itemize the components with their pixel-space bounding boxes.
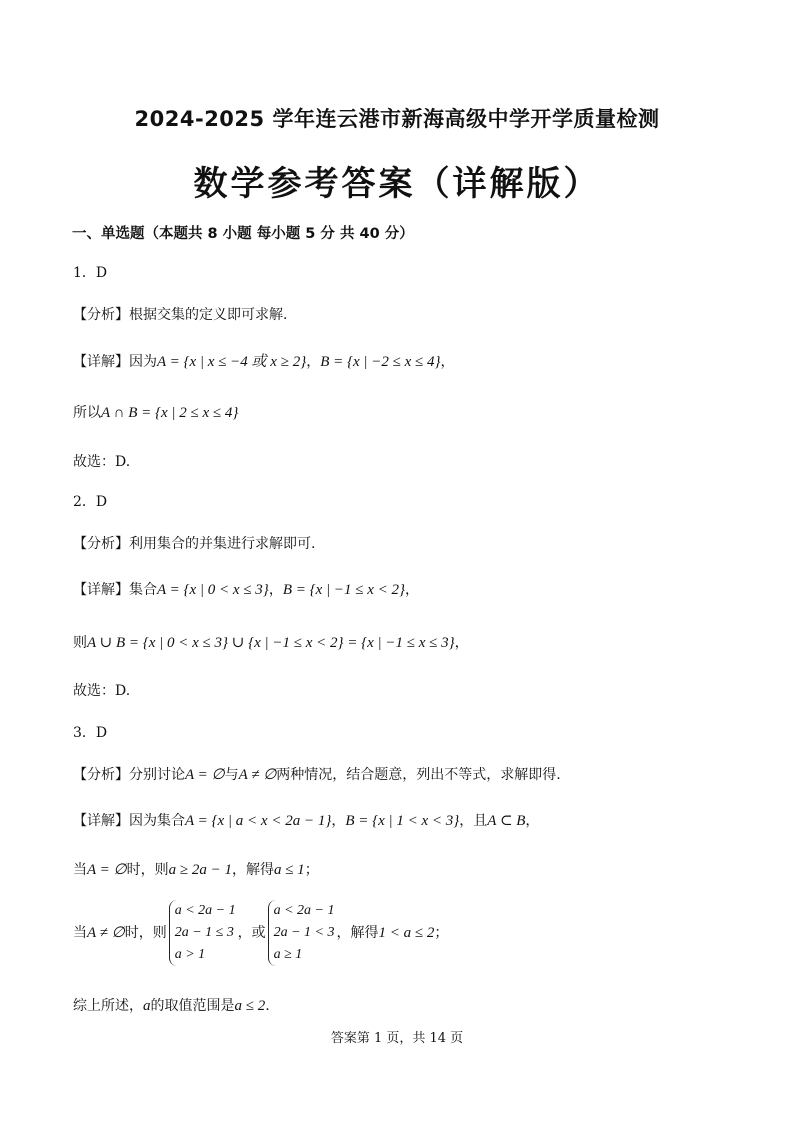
q3-summary xyxy=(73,995,270,1015)
detail-tag: 【详解】 xyxy=(73,582,129,598)
analysis-text: 两种情况，结合题意，列出不等式，求解即得. xyxy=(276,767,561,783)
analysis-tag: 【分析】 xyxy=(73,307,129,323)
q3-number: 3．D xyxy=(73,725,108,741)
analysis-tag: 【分析】 xyxy=(73,536,129,552)
punct: ； xyxy=(434,925,449,941)
intersection-expression: A ∩ B = {x | 2 ≤ x ≤ 4} xyxy=(101,405,239,421)
detail-tag: 【详解】 xyxy=(73,354,129,370)
detail-text: 时，则 xyxy=(126,862,169,878)
q3-analysis xyxy=(73,764,561,784)
punct: . xyxy=(265,998,270,1014)
detail-tag: 【详解】 xyxy=(73,813,129,829)
empty-set-condition: A = ∅ xyxy=(87,862,127,878)
inequality-system-2 xyxy=(268,900,335,966)
solution: a ≤ 1 xyxy=(273,862,305,878)
punct: ， xyxy=(268,582,283,598)
detail-text: 因为 xyxy=(129,354,157,370)
detail-text: 当 xyxy=(73,925,87,941)
detail-text: ，解得 xyxy=(231,862,274,878)
analysis-text: 根据交集的定义即可求解. xyxy=(129,307,288,323)
system-row: a < 2a − 1 xyxy=(174,903,236,918)
detail-text: 时，则 xyxy=(124,925,167,941)
nonempty-set-condition: A ≠ ∅ xyxy=(87,925,125,941)
system-row: a > 1 xyxy=(174,947,206,962)
detail-text: 则 xyxy=(73,635,87,651)
set-b-expression: B = {x | 1 < x < 3} xyxy=(345,813,460,829)
system-row: 2a − 1 < 3 xyxy=(273,925,335,940)
punct: ， xyxy=(454,635,469,651)
punct: ， xyxy=(306,354,321,370)
q2-number: 2．D xyxy=(73,494,108,510)
set-a-expression: A = {x | 0 < x ≤ 3} xyxy=(157,582,269,598)
detail-text: ，且 xyxy=(459,813,488,829)
final-range: a ≤ 2 xyxy=(234,998,266,1014)
q2-analysis xyxy=(73,533,315,553)
subset-expression: A ⊂ B xyxy=(487,813,526,829)
empty-set-condition: A = ∅ xyxy=(185,767,225,783)
punct: ； xyxy=(304,862,319,878)
punct: ， xyxy=(331,813,346,829)
q1-intersection-line xyxy=(73,402,238,422)
exam-title: 2024-2025 学年连云港市新海高级中学开学质量检测 xyxy=(134,107,660,131)
inequality-system-1 xyxy=(169,900,236,966)
q3-case-nonempty xyxy=(73,900,448,966)
inequality: a ≥ 2a − 1 xyxy=(168,862,232,878)
detail-text: ，或 xyxy=(237,925,266,941)
analysis-text: 与 xyxy=(224,767,239,783)
q1-choice: 故选：D. xyxy=(73,454,131,470)
q2-union-line xyxy=(73,632,469,652)
system-row: 2a − 1 ≤ 3 xyxy=(174,925,234,940)
q1-number: 1．D xyxy=(73,265,108,281)
set-a-expression: A = {x | a < x < 2a − 1} xyxy=(185,813,332,829)
detail-text: 综上所述， xyxy=(73,998,143,1014)
analysis-text: 分别讨论 xyxy=(129,767,185,783)
detail-text: 所以 xyxy=(73,405,101,421)
set-a-expression: A = {x | x ≤ −4 或 x ≥ 2} xyxy=(157,354,307,370)
analysis-tag: 【分析】 xyxy=(73,767,129,783)
nonempty-set-condition: A ≠ ∅ xyxy=(238,767,277,783)
q3-detail xyxy=(73,810,539,830)
detail-text: 的取值范围是 xyxy=(150,998,235,1014)
solution: 1 < a ≤ 2 xyxy=(378,925,435,941)
q2-detail xyxy=(73,579,419,599)
q1-analysis xyxy=(73,304,287,324)
detail-text: 当 xyxy=(73,862,87,878)
q1-detail xyxy=(73,350,455,371)
punct: ， xyxy=(405,582,420,598)
q2-choice: 故选：D. xyxy=(73,683,131,699)
union-expression: A ∪ B = {x | 0 < x ≤ 3} ∪ {x | −1 ≤ x < 2} = {x | −1 ≤ x ≤ 3} xyxy=(87,635,455,651)
system-row: a < 2a − 1 xyxy=(273,903,335,918)
set-b-expression: B = {x | −2 ≤ x ≤ 4} xyxy=(320,354,441,370)
detail-text: 因为集合 xyxy=(129,813,185,829)
punct: ， xyxy=(525,813,540,829)
set-b-expression: B = {x | −1 ≤ x < 2} xyxy=(282,582,406,598)
punct: ， xyxy=(440,354,455,370)
q3-case-empty xyxy=(73,859,319,879)
system-row: a ≥ 1 xyxy=(273,947,303,962)
detail-text: 集合 xyxy=(129,582,157,598)
section-heading: 一、单选题（本题共 8 小题 每小题 5 分 共 40 分） xyxy=(72,226,414,242)
document-subtitle: 数学参考答案（详解版） xyxy=(193,164,601,204)
detail-text: ，解得 xyxy=(336,925,379,941)
page-footer: 答案第 1 页，共 14 页 xyxy=(330,1031,464,1046)
analysis-text: 利用集合的并集进行求解即可. xyxy=(129,536,316,552)
variable: a xyxy=(143,998,151,1014)
